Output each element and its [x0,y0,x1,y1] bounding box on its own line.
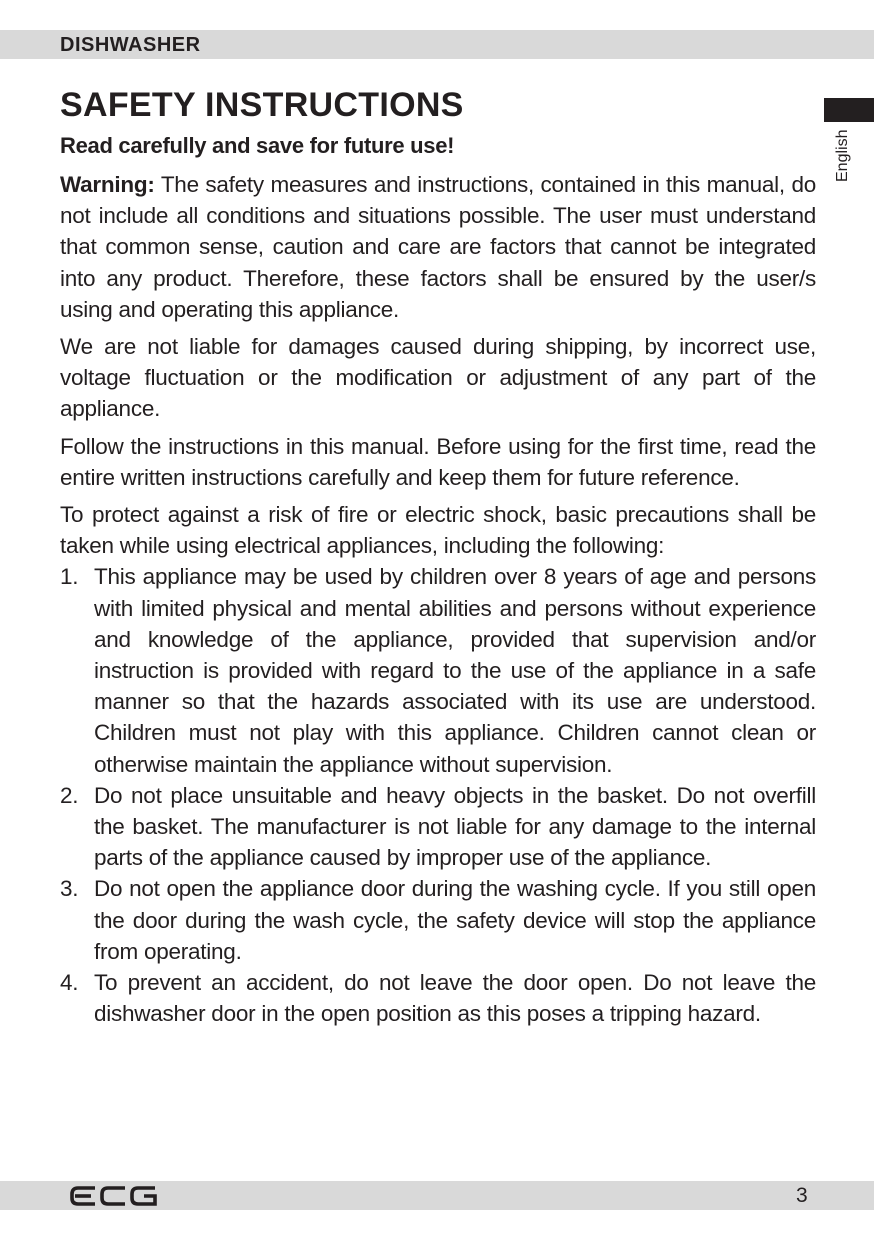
list-item-number: 2. [60,782,79,808]
main-content [60,84,816,1029]
header-bar [0,30,874,59]
page-title: SAFETY INSTRUCTIONS [60,86,464,124]
language-label: English [834,129,851,182]
warning-label: Warning: [60,172,155,197]
list-item-text: This appliance may be used by children over 8 years of age and persons with limited physical and mental abilities and persons without experience and knowledge of the appliance, provided that supervision and/or instruction is provided with regard to the use of the appliance in a safe manner so that the hazards associated with its use are understood. Children must not play with this appliance. Children cannot clean or otherwise maintain the appliance without supervision. [94,564,816,777]
list-item-number: 4. [60,970,79,996]
list-item-text: To prevent an accident, do not leave the door open. Do not leave the dishwasher door in the open position as this poses a tripping hazard. [94,970,816,1027]
page-number: 3 [796,1184,808,1207]
warning-text: The safety measures and instructions, contained in this manual, do not include all conditions and situations possible. The user must understand that common sense, caution and care are factors that cannot be integrated into any product. Therefore, these factors shall be ensured by the user/s using and operating this appliance. [60,172,816,322]
list-item [60,780,816,874]
list-item-number: 1. [60,564,79,590]
section-title: DISHWASHER [60,34,201,56]
list-item [60,873,816,967]
footer-bar [0,1181,874,1210]
subtitle: Read carefully and save for future use! [60,133,455,158]
language-tab [824,98,874,122]
paragraph: To protect against a risk of fire or electric shock, basic precautions shall be taken while using electrical appliances, including the following: [60,502,816,559]
paragraph: Follow the instructions in this manual. Before using for the first time, read the entire written instructions carefully and keep them for future reference. [60,433,816,490]
list-item-text: Do not place unsuitable and heavy objects in the basket. Do not overfill the basket. The manufacturer is not liable for any damage to the internal parts of the appliance caused by improper use of the appliance. [94,782,816,871]
list-item [60,561,816,779]
list-item-text: Do not open the appliance door during the washing cycle. If you still open the door during the wash cycle, the safety device will stop the appliance from operating. [94,876,816,964]
paragraph: We are not liable for damages caused during shipping, by incorrect use, voltage fluctuation or the modification or adjustment of any part of the appliance. [60,334,816,422]
safety-list [60,561,816,1029]
list-item [60,967,816,1029]
ecg-logo [70,1186,158,1206]
list-item-number: 3. [60,876,79,902]
warning-paragraph [60,169,816,325]
